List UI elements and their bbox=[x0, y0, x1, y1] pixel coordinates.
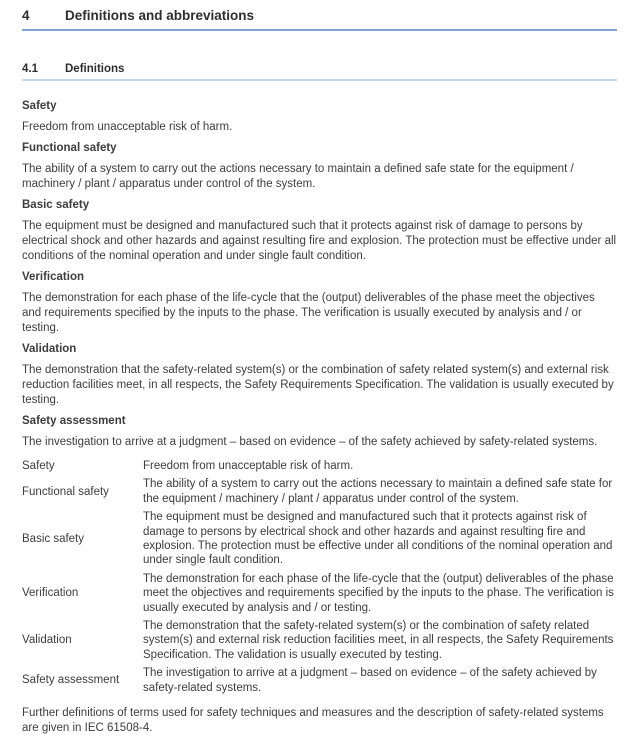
table-term-cell: Verification bbox=[22, 587, 79, 600]
definition-term: Safety assessment bbox=[22, 415, 126, 427]
table-row bbox=[22, 617, 617, 664]
definition-term: Basic safety bbox=[22, 199, 90, 211]
table-definition-cell: The investigation to arrive at a judgment – based on evidence – of the safety achieved by safety-related systems. bbox=[143, 667, 597, 694]
definition-text: The equipment must be designed and manufactured such that it protects against risk of damage to persons by electrical shock and other hazards and against resulting fire and explosion. The protection must be effective under all conditions of the nominal operation and under single fault condition. bbox=[22, 220, 617, 262]
section-title: Definitions and abbreviations bbox=[65, 8, 255, 23]
definition-text: The ability of a system to carry out the actions necessary to maintain a defined safe state for the equipment / machinery / plant / apparatus under control of the system. bbox=[22, 163, 574, 190]
section-heading bbox=[22, 8, 617, 31]
definitions-list bbox=[22, 99, 617, 450]
subsection-title: Definitions bbox=[65, 63, 125, 75]
section-number: 4 bbox=[22, 8, 30, 23]
table-term-cell: Basic safety bbox=[22, 532, 84, 545]
definition-text: Freedom from unacceptable risk of harm. bbox=[22, 121, 233, 133]
definition-block bbox=[22, 270, 617, 336]
table-row bbox=[22, 457, 617, 475]
page-content bbox=[22, 8, 617, 736]
definition-block bbox=[22, 414, 617, 450]
definitions-summary-table bbox=[22, 457, 617, 697]
table-row bbox=[22, 508, 617, 570]
subsection-heading bbox=[22, 63, 617, 81]
table-definition-cell: Freedom from unacceptable risk of harm. bbox=[143, 460, 354, 472]
definition-term: Verification bbox=[22, 271, 84, 283]
definition-term: Functional safety bbox=[22, 142, 117, 154]
table-term-cell: Safety bbox=[22, 460, 55, 472]
definition-term: Validation bbox=[22, 343, 77, 355]
table-term-cell: Safety assessment bbox=[22, 674, 120, 687]
table-definition-cell: The demonstration that the safety-related system(s) or the combination of safety related system(s) and external risk reduction facilities meet, in all respects, the Safety Requirements Specification. The validation is usually executed by testing. bbox=[143, 620, 614, 661]
table-definition-cell: The ability of a system to carry out the actions necessary to maintain a defined safe state for the equipment / machinery / plant / apparatus under control of the system. bbox=[143, 478, 613, 505]
definition-block bbox=[22, 198, 617, 264]
table-row bbox=[22, 475, 617, 508]
table-row bbox=[22, 664, 617, 697]
subsection-number: 4.1 bbox=[22, 63, 38, 75]
closing-note: Further definitions of terms used for safety techniques and measures and the description of safety-related systems are given in IEC 61508-4. bbox=[22, 707, 604, 735]
table-definition-cell: The demonstration for each phase of the life-cycle that the (output) deliverables of the phase meet the objectives and requirements specified by the inputs to the phase. The verification is usually executed by analysis and / or testing. bbox=[143, 572, 614, 614]
table-definition-cell: The equipment must be designed and manufactured such that it protects against risk of damage to persons by electrical shock and other hazards and against resulting fire and explosion. The protection must be effective under all conditions of the nominal operation and under single fault condition. bbox=[143, 511, 613, 567]
definition-block bbox=[22, 141, 617, 192]
definition-term: Safety bbox=[22, 100, 57, 112]
definition-block bbox=[22, 99, 617, 135]
table-term-cell: Validation bbox=[22, 634, 72, 647]
definition-text: The demonstration that the safety-related system(s) or the combination of safety related system(s) and external risk reduction facilities meet, in all respects, the Safety Requirements Specification. The validation is usually executed by testing. bbox=[22, 364, 614, 406]
table-term-cell: Functional safety bbox=[22, 485, 109, 498]
definition-text: The investigation to arrive at a judgment – based on evidence – of the safety achieved by safety-related systems. bbox=[22, 436, 598, 448]
definition-text: The demonstration for each phase of the life-cycle that the (output) deliverables of the phase meet the objectives and requirements specified by the inputs to the phase. The verification is usually executed by analysis and / or testing. bbox=[22, 292, 595, 334]
definition-block bbox=[22, 342, 617, 408]
table-row bbox=[22, 570, 617, 617]
